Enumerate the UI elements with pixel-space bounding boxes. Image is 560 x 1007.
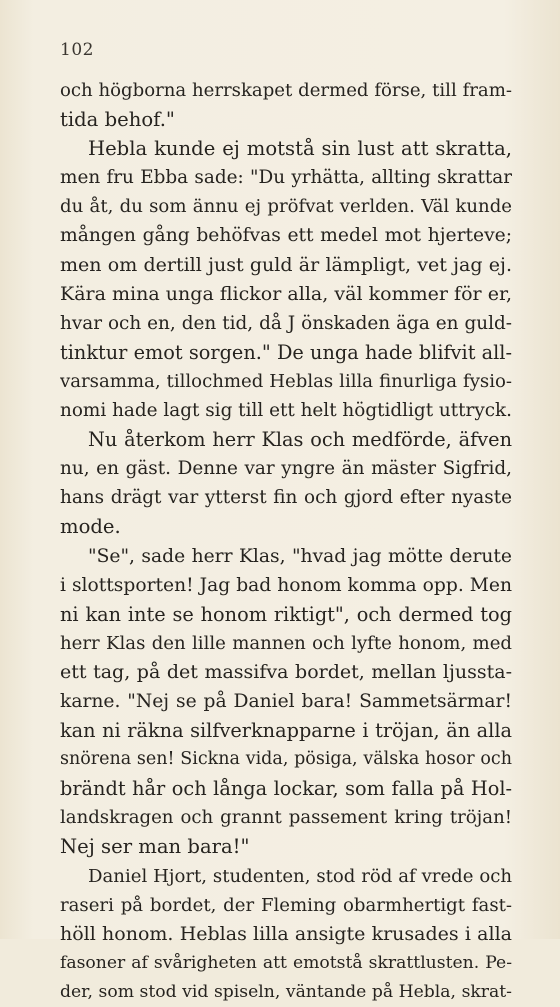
text-line: ett tag, på det massifva bordet, mellan ljussta- <box>60 660 512 683</box>
text-line: landskragen och grannt passement kring tröjan! <box>60 807 512 829</box>
text-line: höll honom. Heblas lilla ansigte krusades i alla <box>60 922 512 945</box>
text-line: Nu återkom herr Klas och medförde, äfven <box>88 428 512 452</box>
text-line: fasoner af svårigheten att emotstå skrattlusten. Pe- <box>60 952 512 973</box>
text-line: der, som stod vid spiseln, väntande på Hebla, skrat- <box>60 981 512 1002</box>
text-line: karne. "Nej se på Daniel bara! Sammetsärmar! <box>60 690 512 712</box>
text-line: herr Klas den lille mannen och lyfte honom, med <box>60 632 512 654</box>
page-number: 102 <box>60 40 94 60</box>
text-line: nomi hade lagt sig till ett helt högtidligt uttryck. <box>60 400 512 422</box>
text-line: hvar och en, den tid, då J önskaden äga en guld- <box>60 312 512 334</box>
text-line: varsamma, tillochmed Heblas lilla finurliga fysio- <box>60 370 512 392</box>
text-line: nu, en gäst. Denne var yngre än mäster Sigfrid, <box>60 458 512 480</box>
text-line: Hebla kunde ej motstå sin lust att skratta, <box>88 137 512 161</box>
text-line: men om dertill just guld är lämpligt, vet jag ej. <box>60 253 512 276</box>
text-line: snörena sen! Sickna vida, pösiga, välska hosor och <box>60 749 512 770</box>
text-line: Nej ser man bara!" <box>60 835 250 859</box>
text-line: Daniel Hjort, studenten, stod röd af vrede och <box>88 865 512 887</box>
text-line: i slottsporten! Jag bad honom komma opp. Men <box>60 574 512 596</box>
text-line: raseri på bordet, der Fleming obarmhertigt fast- <box>60 894 512 916</box>
text-line: mången gång behöfvas ett medel mot hjerteve; <box>60 225 512 247</box>
text-line: hans drägt var ytterst fin och gjord efter nyaste <box>60 487 512 509</box>
text-line: brändt hår och långa lockar, som falla på Hol- <box>60 777 512 801</box>
text-line: tida behof." <box>60 108 175 132</box>
text-line: Kära mina unga flickor alla, väl kommer för er, <box>60 282 512 305</box>
text-line: ni kan inte se honom riktigt", och dermed tog <box>60 602 512 626</box>
text-line: du åt, du som ännu ej pröfvat verlden. Väl kunde <box>60 196 512 218</box>
text-line: kan ni räkna silfverknapparne i tröjan, än alla <box>60 719 512 743</box>
text-line: tinktur emot sorgen." De unga hade blifvit all- <box>60 340 512 364</box>
text-line: och högborna herrskapet dermed förse, till fram- <box>60 80 512 101</box>
text-line: "Se", sade herr Klas, "hvad jag mötte derute <box>88 545 512 567</box>
body-text <box>60 76 512 1007</box>
text-line: mode. <box>60 515 121 539</box>
text-line: men fru Ebba sade: "Du yrhätta, allting skrattar <box>60 167 512 189</box>
